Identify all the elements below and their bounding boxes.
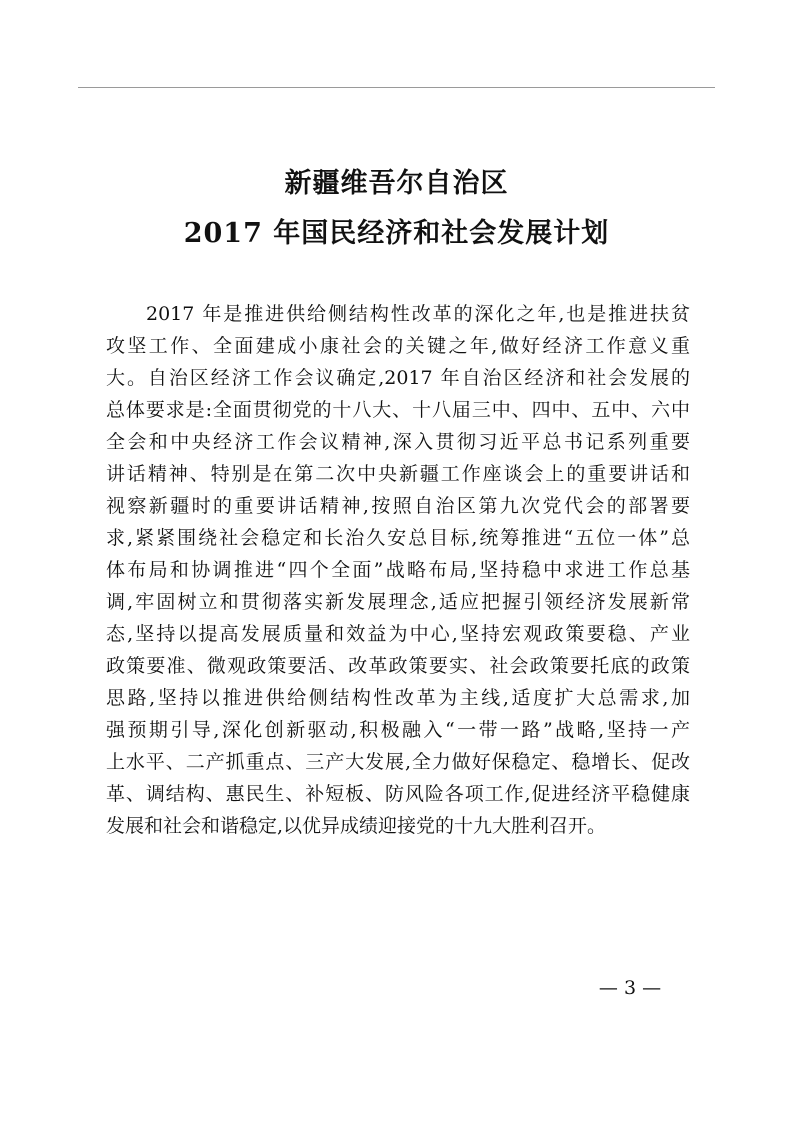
- body-line: 态,坚持以提高发展质量和效益为中心,坚持宏观政策要稳、产业: [106, 623, 690, 645]
- body-line: 全会和中央经济工作会议精神,深入贯彻习近平总书记系列重要: [106, 431, 690, 453]
- body-line: 强预期引导,深化创新驱动,积极融入“一带一路”战略,坚持一产: [106, 719, 690, 741]
- body-line: 体布局和协调推进“四个全面”战略布局,坚持稳中求进工作总基: [106, 559, 690, 581]
- page-number: — 3 —: [598, 977, 662, 999]
- body-line: 2017 年是推进供给侧结构性改革的深化之年,也是推进扶贫: [146, 303, 690, 325]
- body-line: 政策要准、微观政策要活、改革政策要实、社会政策要托底的政策: [106, 655, 690, 677]
- body-line: 攻坚工作、全面建成小康社会的关键之年,做好经济工作意义重: [106, 335, 690, 357]
- body-line: 讲话精神、特别是在第二次中央新疆工作座谈会上的重要讲话和: [106, 463, 690, 485]
- body-line: 调,牢固树立和贯彻落实新发展理念,适应把握引领经济发展新常: [106, 591, 690, 613]
- header-rule: [78, 87, 715, 88]
- body-line: 视察新疆时的重要讲话精神,按照自治区第九次党代会的部署要: [106, 495, 690, 517]
- body-line: 大。自治区经济工作会议确定,2017 年自治区经济和社会发展的: [106, 367, 690, 389]
- body-line: 上水平、二产抓重点、三产大发展,全力做好保稳定、稳增长、促改: [106, 751, 690, 773]
- document-title-line-2: 2017 年国民经济和社会发展计划: [183, 218, 610, 249]
- body-line: 求,紧紧围绕社会稳定和长治久安总目标,统筹推进“五位一体”总: [106, 527, 690, 549]
- body-text: [106, 298, 690, 842]
- body-line: 总体要求是:全面贯彻党的十八大、十八届三中、四中、五中、六中: [106, 399, 690, 421]
- body-line: 革、调结构、惠民生、补短板、防风险各项工作,促进经济平稳健康: [106, 783, 690, 805]
- body-line: 思路,坚持以推进供给侧结构性改革为主线,适度扩大总需求,加: [106, 687, 690, 709]
- document-title-line-1: 新疆维吾尔自治区: [284, 168, 509, 199]
- body-line: 发展和社会和谐稳定,以优异成绩迎接党的十九大胜利召开。: [106, 815, 607, 837]
